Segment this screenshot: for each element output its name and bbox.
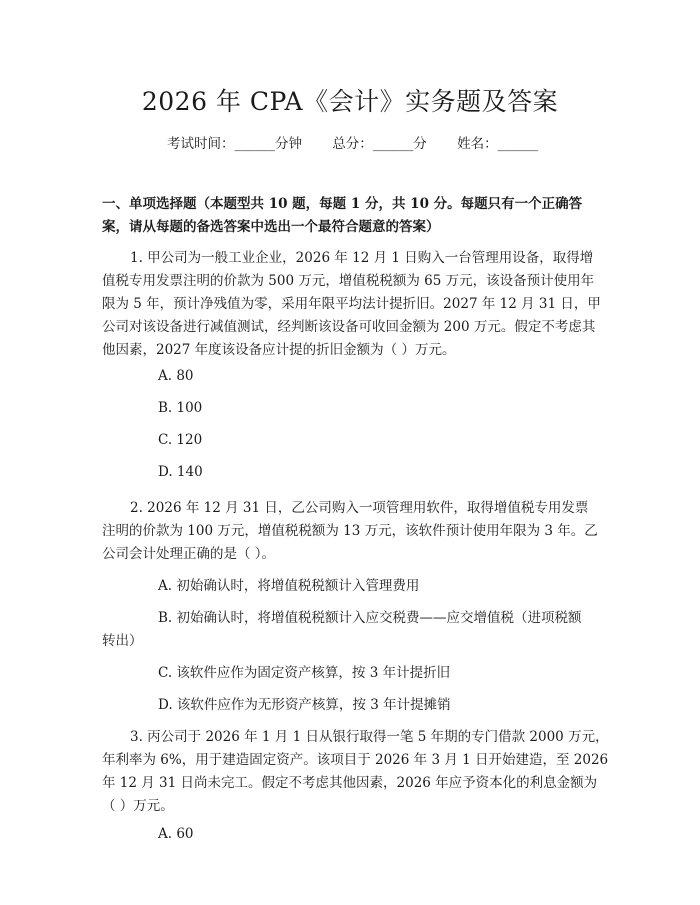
q1-line: 值税专用发票注明的价款为 500 万元，增值税税额为 65 万元，该设备预计使用年 — [102, 273, 595, 289]
exam-meta — [167, 132, 538, 152]
q2-line: 公司会计处理正确的是（ ）。 — [102, 546, 276, 562]
q3-line: （ ）万元。 — [102, 798, 174, 814]
q2-option-b: B. 初始确认时，将增值税税额计入应交税费——应交增值税（进项税额 — [158, 610, 582, 626]
exam-score: 总分：______分 — [332, 136, 427, 152]
q3-line: 年利率为 6%，用于建造固定资产。该项目于 2026 年 3 月 1 日开始建造，至 2026 — [102, 752, 609, 768]
q3-line: 年 12 月 31 日尚未完工。假定不考虑其他因素，2026 年应予资本化的利息金额为 — [102, 775, 598, 791]
q1-option-c: C. 120 — [158, 432, 203, 448]
q1-line: 他因素，2027 年度该设备应计提的折旧金额为（ ）万元。 — [102, 342, 456, 358]
q1-line: 1. 甲公司为一般工业企业，2026 年 12 月 1 日购入一台管理用设备，取得增 — [130, 250, 594, 266]
q2-option-b-cont: 转出） — [102, 633, 143, 649]
q2-line: 注明的价款为 100 万元，增值税税额为 13 万元，该软件预计使用年限为 3 年。乙 — [102, 523, 598, 539]
q2-line: 2. 2026 年 12 月 31 日，乙公司购入一项管理用软件，取得增值税专用发票 — [130, 500, 589, 516]
q2-option-a: A. 初始确认时，将增值税税额计入管理费用 — [158, 578, 420, 594]
q1-option-a: A. 80 — [158, 368, 194, 384]
q1-line: 公司对该设备进行减值测试，经判断该设备可收回金额为 200 万元。假定不考虑其 — [102, 319, 596, 335]
q2-option-c: C. 该软件应作为固定资产核算，按 3 年计提折旧 — [158, 665, 451, 681]
q1-line: 限为 5 年，预计净残值为零，采用年限平均法计提折旧。2027 年 12 月 31 日，甲 — [102, 296, 601, 312]
q2-option-d: D. 该软件应作为无形资产核算，按 3 年计提摊销 — [158, 697, 451, 713]
q1-option-d: D. 140 — [158, 464, 203, 480]
q3-line: 3. 丙公司于 2026 年 1 月 1 日从银行取得一笔 5 年期的专门借款 2000 万元， — [130, 729, 609, 745]
q3-option-a: A. 60 — [158, 826, 194, 842]
student-name: 姓名：______ — [457, 136, 539, 152]
section-heading-line1: 一、单项选择题（本题型共 10 题，每题 1 分，共 10 分。每题只有一个正确答 — [102, 196, 583, 212]
exam-time: 考试时间：______分钟 — [167, 136, 302, 152]
section-heading-line2: 案，请从每题的备选答案中选出一个最符合题意的答案） — [102, 219, 440, 235]
q1-option-b: B. 100 — [158, 400, 203, 416]
page-title: 2026 年 CPA《会计》实务题及答案 — [141, 87, 559, 116]
